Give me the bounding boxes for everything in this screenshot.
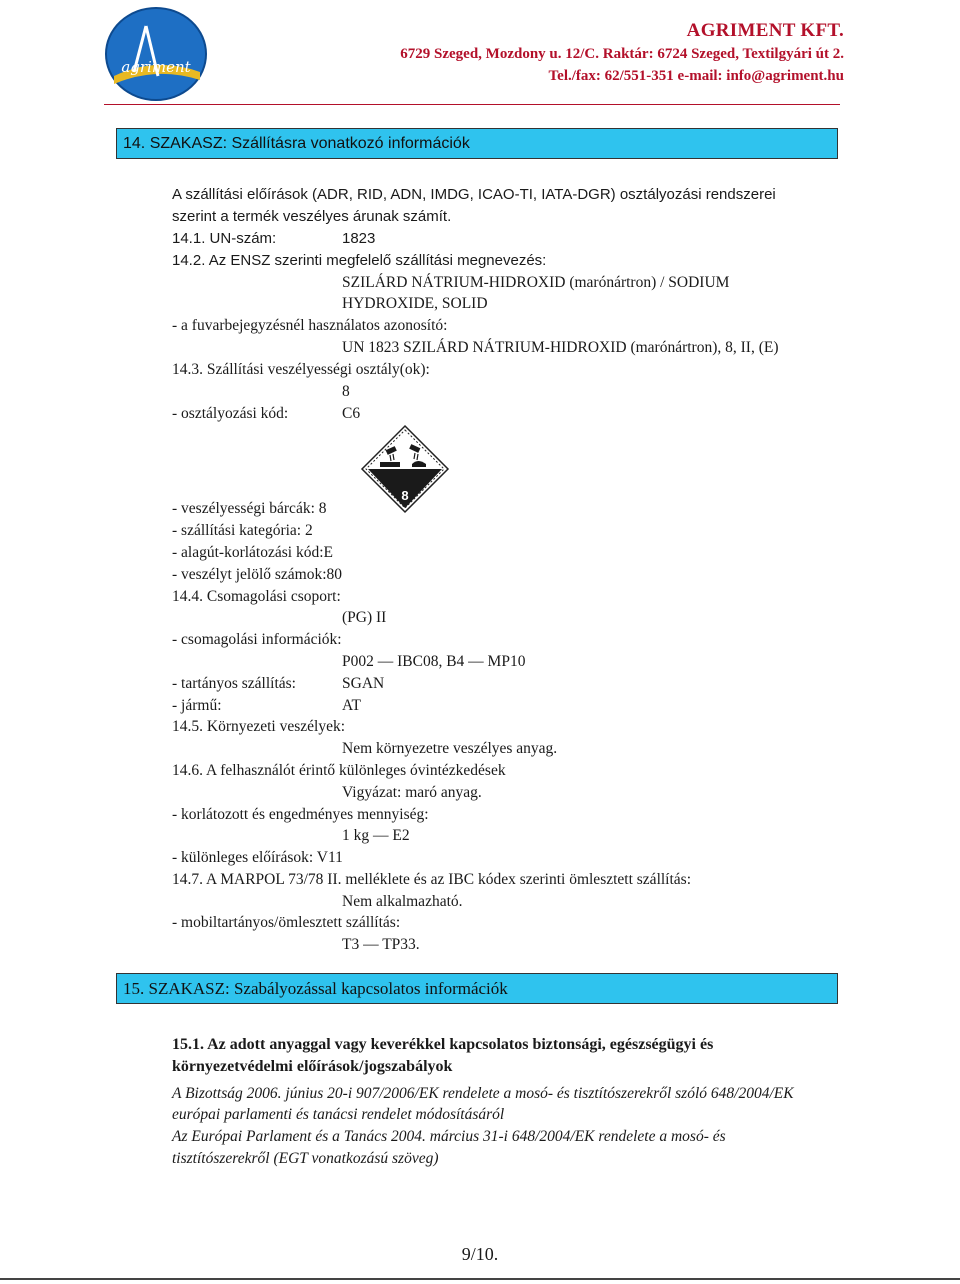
packing-info-label: - csomagolási információk:: [172, 631, 342, 648]
classification-code-value: C6: [342, 405, 361, 422]
tank-transport-label: - tartányos szállítás:: [172, 675, 296, 692]
environmental-hazards-value: Nem környezetre veszélyes anyag.: [342, 740, 558, 757]
un-number-label: 14.1. UN-szám:: [172, 230, 277, 247]
waybill-id-label: - a fuvarbejegyzésnél használatos azonosító:: [172, 317, 448, 334]
environmental-hazards-label: 14.5. Környezeti veszélyek:: [172, 718, 346, 735]
bulk-transport-value: T3 — TP33.: [342, 936, 420, 953]
hazard-class-value: 8: [342, 383, 350, 400]
hazard-id-number-line: - veszélyt jelölő számok:80: [172, 566, 343, 583]
section-14-heading: 14. SZAKASZ: Szállításra vonatkozó információk: [116, 128, 838, 159]
special-precautions-label: 14.6. A felhasználót érintő különleges óvintézkedések: [172, 762, 506, 779]
packing-group-label: 14.4. Csomagolási csoport:: [172, 588, 341, 605]
vehicle-label: - jármű:: [172, 697, 222, 714]
tank-transport-value: SGAN: [342, 675, 385, 692]
section-15-heading: 15. SZAKASZ: Szabályozással kapcsolatos információk: [116, 973, 838, 1004]
company-address: 6729 Szeged, Mozdony u. 12/C. Raktár: 6724 Szeged, Textilgyári út 2.: [400, 46, 844, 62]
shipping-name-value-1: SZILÁRD NÁTRIUM-HIDROXID (marónártron) / SODIUM: [342, 274, 730, 291]
shipping-name-label: 14.2. Az ENSZ szerinti megfelelő szállítási megnevezés:: [172, 252, 547, 269]
hazard-labels-line: - veszélyességi bárcák: 8: [172, 500, 327, 517]
section-14-intro-line-1: A szállítási előírások (ADR, RID, ADN, IMDG, ICAO-TI, IATA-DGR) osztályozási rendszerei: [172, 186, 776, 203]
marpol-label: 14.7. A MARPOL 73/78 II. melléklete és az IBC kódex szerinti ömlesztett szállítás:: [172, 871, 692, 888]
regulation-2-line-1: Az Európai Parlament és a Tanács 2004. március 31-i 648/2004/EK rendelete a mosó- és: [172, 1128, 726, 1145]
page-number: 9/10.: [461, 1244, 499, 1264]
footer-divider: [0, 1278, 960, 1280]
classification-code-label: - osztályozási kód:: [172, 405, 289, 422]
transport-category-line: - szállítási kategória: 2: [172, 522, 313, 539]
company-name: AGRIMENT KFT.: [686, 20, 844, 41]
shipping-name-value-2: HYDROXIDE, SOLID: [342, 295, 488, 312]
special-precautions-value: Vigyázat: maró anyag.: [342, 784, 482, 801]
corrosive-hazard-icon: [360, 424, 450, 514]
regulation-2-line-2: tisztítószerekről (EGT vonatkozású szöveg): [172, 1150, 439, 1167]
hazard-class-label: 14.3. Szállítási veszélyességi osztály(ok):: [172, 361, 430, 378]
tunnel-code-line: - alagút-korlátozási kód:E: [172, 544, 333, 561]
logo-wordmark: agriment: [121, 58, 191, 76]
company-contact: Tel./fax: 62/551-351 e-mail: info@agriment.hu: [548, 68, 844, 84]
section-15-1-heading-line-2: környezetvédelmi előírások/jogszabályok: [172, 1058, 453, 1075]
marpol-value: Nem alkalmazható.: [342, 893, 463, 910]
bulk-transport-label: - mobiltartányos/ömlesztett szállítás:: [172, 914, 401, 931]
limited-quantity-label: - korlátozott és engedményes mennyiség:: [172, 806, 429, 823]
un-number-value: 1823: [342, 230, 376, 247]
section-14-intro-line-2: szerint a termék veszélyes árunak számít.: [172, 208, 452, 225]
regulation-1-line-1: A Bizottság 2006. június 20-i 907/2006/EK rendelete a mosó- és tisztítószerekről szóló 648/2004/EK: [172, 1085, 794, 1102]
regulation-1-line-2: európai parlamenti és tanácsi rendelet módosításáról: [172, 1106, 505, 1123]
header-divider: [104, 104, 840, 105]
waybill-id-value: UN 1823 SZILÁRD NÁTRIUM-HIDROXID (marónártron), 8, II, (E): [342, 339, 779, 356]
packing-group-value: (PG) II: [342, 609, 387, 626]
company-logo: [104, 6, 208, 102]
limited-quantity-value: 1 kg — E2: [342, 827, 410, 844]
vehicle-value: AT: [342, 697, 361, 714]
packing-info-value: P002 — IBC08, B4 — MP10: [342, 653, 526, 670]
section-15-1-heading-line-1: 15.1. Az adott anyaggal vagy keverékkel kapcsolatos biztonsági, egészségügyi és: [172, 1036, 714, 1053]
hazard-sign-class-number: 8: [401, 488, 409, 503]
special-provisions-line: - különleges előírások: V11: [172, 849, 343, 866]
